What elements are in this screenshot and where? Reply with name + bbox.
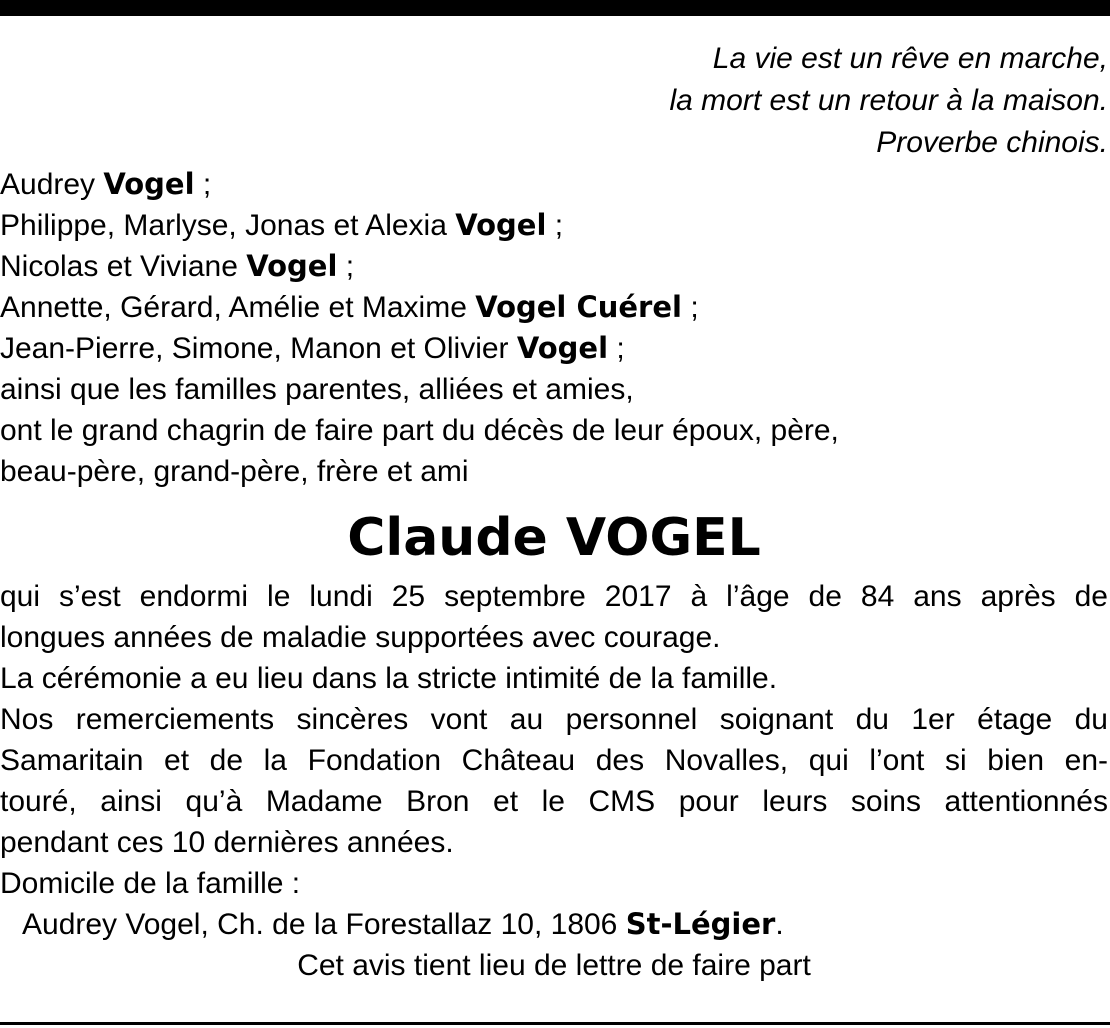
- family-surname: Vogel Cuérel: [475, 290, 682, 324]
- deceased-name: Claude VOGEL: [347, 508, 761, 568]
- family-punct: ;: [681, 291, 699, 324]
- family-punct: ;: [608, 332, 625, 365]
- intro-line: ont le grand chagrin de faire part du décès de leur époux, père,: [0, 414, 839, 447]
- closing-note: Cet avis tient lieu de lettre de faire part: [297, 949, 811, 982]
- family-surname: Vogel: [246, 249, 338, 283]
- quote-line-2: la mort est un retour à la maison.: [669, 84, 1108, 117]
- epigraph-quote: [0, 38, 1108, 164]
- intro-line: ainsi que les familles parentes, alliées et amies,: [0, 373, 634, 406]
- quote-line-1: La vie est un rêve en marche,: [712, 42, 1108, 75]
- obituary-notice: [0, 38, 1108, 986]
- family-surname: Vogel: [516, 331, 609, 365]
- body-line: pendant ces 10 dernières années.: [0, 826, 454, 859]
- family-list: [0, 164, 1108, 492]
- family-line: [0, 246, 1108, 287]
- family-names: Annette, Gérard, Amélie et Maxime: [0, 291, 476, 324]
- family-names: Nicolas et Viviane: [0, 250, 247, 283]
- family-punct: ;: [546, 209, 564, 242]
- family-surname: Vogel: [103, 167, 195, 201]
- body-line: longues années de maladie supportées avec courage.: [0, 621, 721, 654]
- body-line: Nos remerciements sincères vont au personnel soignant du 1er étage du: [0, 703, 1108, 736]
- family-line: [0, 164, 1108, 205]
- family-address: [0, 904, 1108, 945]
- address-text: Audrey Vogel, Ch. de la Forestallaz 10, 1806: [22, 908, 626, 941]
- quote-attribution: Proverbe chinois.: [876, 126, 1108, 159]
- family-line: [0, 328, 1108, 369]
- intro-line: beau-père, grand-père, frère et ami: [0, 455, 469, 488]
- address-punct: .: [775, 908, 784, 941]
- family-punct: ;: [194, 168, 212, 201]
- family-names: Audrey: [0, 168, 104, 201]
- family-punct: ;: [337, 250, 355, 283]
- body-line: La cérémonie a eu lieu dans la stricte intimité de la famille.: [0, 662, 778, 695]
- address-city: St-Légier: [625, 907, 776, 941]
- family-line: [0, 287, 1108, 328]
- notice-body: [0, 576, 1108, 986]
- body-line: touré, ainsi qu’à Madame Bron et le CMS pour leurs soins attentionnés: [0, 785, 1108, 818]
- family-surname: Vogel: [455, 208, 547, 242]
- body-line: Samaritain et de la Fondation Château des Novalles, qui l’ont si bien en-: [0, 744, 1108, 777]
- domicile-label: Domicile de la famille :: [0, 867, 301, 900]
- family-names: Philippe, Marlyse, Jonas et Alexia: [0, 209, 456, 242]
- body-line: qui s’est endormi le lundi 25 septembre 2017 à l’âge de 84 ans après de: [0, 580, 1108, 613]
- top-rule: [0, 0, 1110, 16]
- family-names: Jean-Pierre, Simone, Manon et Olivier: [0, 332, 517, 365]
- family-line: [0, 205, 1108, 246]
- bottom-rule: [0, 1022, 1110, 1025]
